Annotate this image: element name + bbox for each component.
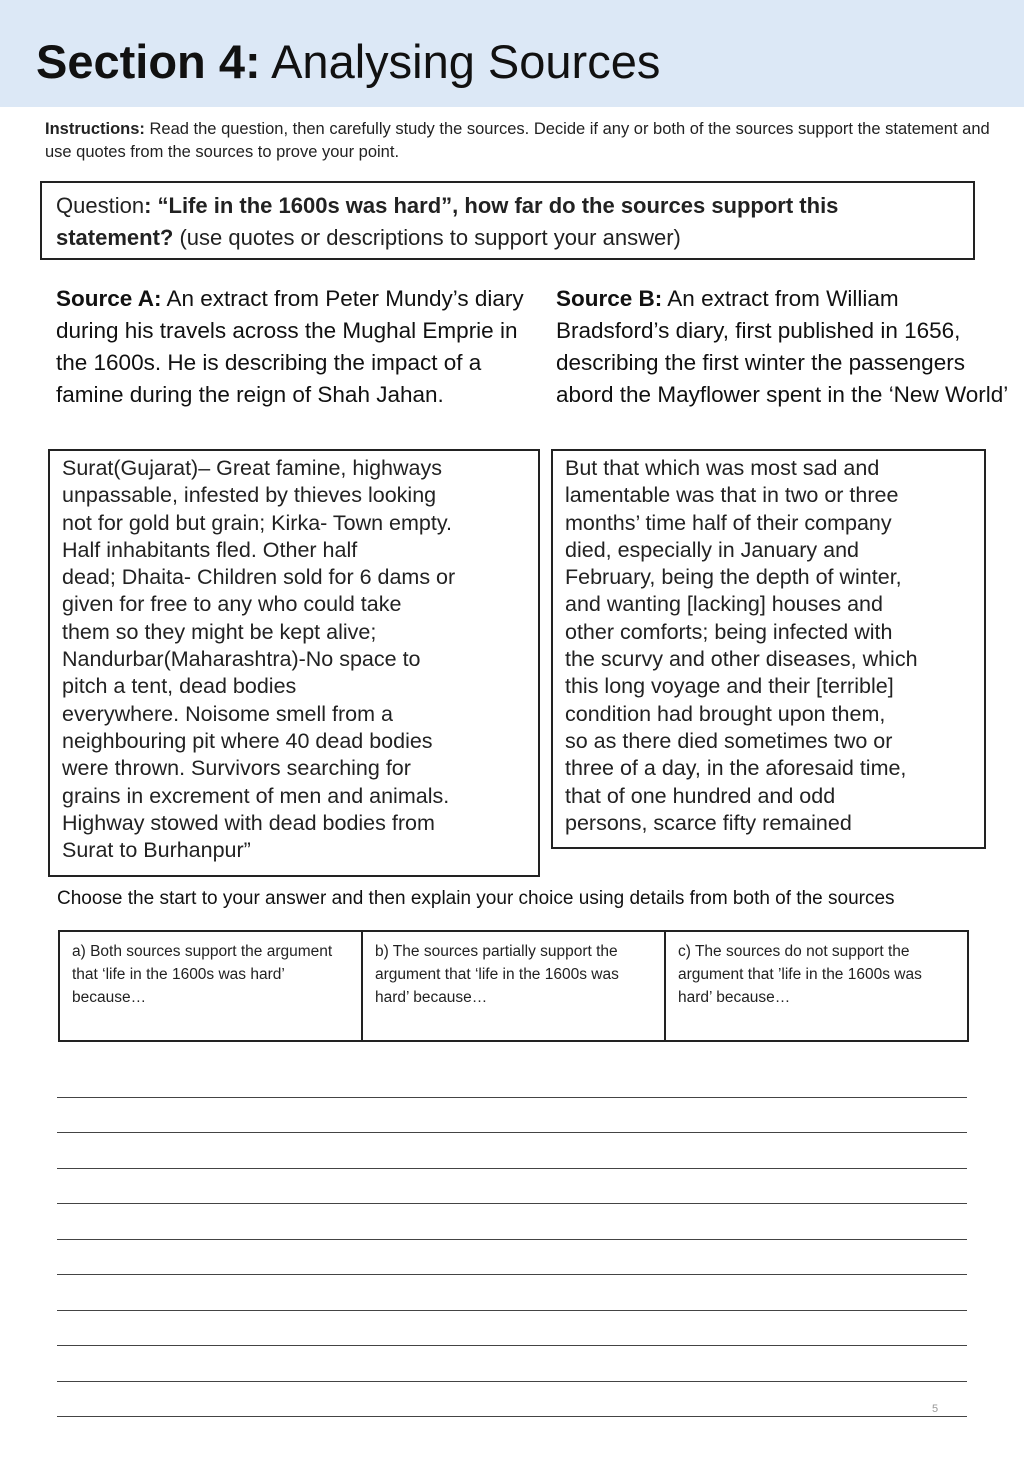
extract-line: Surat to Burhanpur”	[62, 838, 251, 863]
extract-line: persons, scarce fifty remained	[565, 810, 852, 835]
instructions-text: Read the question, then carefully study the sources. Decide if any or both of the sources support the statement and use quotes from the sources to prove your point.	[45, 120, 990, 161]
extract-line: But that which was most sad and	[565, 456, 880, 480]
answer-line[interactable]	[57, 1274, 967, 1275]
answer-line[interactable]	[57, 1310, 967, 1311]
extract-line: three of a day, in the aforesaid time,	[565, 756, 907, 781]
page-number: 5	[932, 1403, 939, 1415]
question-box	[40, 181, 975, 260]
answer-line[interactable]	[57, 1203, 967, 1204]
answer-line[interactable]	[57, 1416, 967, 1417]
extract-line: lamentable was that in two or three	[565, 483, 899, 508]
question-label: Question	[56, 193, 145, 218]
instructions-label: Instructions:	[45, 120, 145, 138]
source-b-label: Source B:	[556, 286, 663, 311]
question-statement: : “Life in the 1600s was hard”, how far do the sources support this statement?	[56, 193, 839, 250]
extract-line: Highway stowed with dead bodies from	[62, 810, 435, 835]
source-b-description: An extract from William Bradsford’s diary, first published in 1656, describing the first winter the passengers abord the Mayflower spent in the ‘New World’	[556, 286, 1009, 407]
extract-line: condition had brought upon them,	[565, 701, 886, 726]
extract-line: pitch a tent, dead bodies	[62, 674, 297, 699]
answer-line[interactable]	[57, 1168, 967, 1169]
extract-line: were thrown. Survivors searching for	[62, 756, 411, 781]
extract-line: the scurvy and other diseases, which	[565, 647, 918, 672]
title-bold: Section 4:	[36, 35, 261, 88]
option-both-support: a) Both sources support the argument that ‘life in the 1600s was hard’ because…	[72, 943, 333, 1006]
extract-line: Nandurbar(Maharashtra)-No space to	[62, 647, 421, 672]
choose-instruction: Choose the start to your answer and then explain your choice using details from both of the sources	[57, 888, 895, 909]
source-b-heading	[556, 283, 1016, 411]
extract-line: and wanting [lacking] houses and	[565, 592, 883, 617]
source-a-label: Source A:	[56, 286, 162, 311]
option-not-support: c) The sources do not support the argument that ’life in the 1600s was hard’ because…	[664, 932, 967, 1040]
option-partially-support: b) The sources partially support the argument that ‘life in the 1600s was hard’ because…	[361, 932, 664, 1040]
extract-line: dead; Dhaita- Children sold for 6 dams or	[62, 565, 456, 590]
extract-line: given for free to any who could take	[62, 592, 402, 617]
question-hint: (use quotes or descriptions to support your answer)	[179, 225, 681, 250]
extract-line: that of one hundred and odd	[565, 783, 836, 808]
extract-line: February, being the depth of winter,	[565, 565, 902, 590]
extract-line: so as there died sometimes two or	[565, 728, 893, 753]
extract-line: unpassable, infested by thieves looking	[62, 483, 437, 508]
extract-line: them so they might be kept alive;	[62, 619, 377, 644]
extract-line: died, especially in January and	[565, 537, 860, 562]
extract-line: grains in excrement of men and animals.	[62, 783, 450, 808]
extract-line: months’ time half of their company	[565, 510, 892, 535]
answer-line[interactable]	[57, 1345, 967, 1346]
source-b-extract	[551, 449, 986, 849]
answer-line[interactable]	[57, 1239, 967, 1240]
title-rest: Analysing Sources	[271, 35, 661, 88]
source-a-heading	[56, 283, 526, 411]
extract-line: other comforts; being infected with	[565, 619, 893, 644]
answer-line[interactable]	[57, 1097, 967, 1098]
source-a-description: An extract from Peter Mundy’s diary during his travels across the Mughal Emprie in the 1600s. He is describing the impact of a famine during the reign of Shah Jahan.	[56, 286, 524, 407]
answer-line[interactable]	[57, 1381, 967, 1382]
answer-line[interactable]	[57, 1132, 967, 1133]
page-title	[36, 32, 660, 92]
extract-line: Half inhabitants fled. Other half	[62, 537, 358, 562]
extract-line: everywhere. Noisome smell from a	[62, 701, 393, 726]
extract-line: this long voyage and their [terrible]	[565, 674, 894, 699]
source-a-extract	[48, 449, 540, 877]
answer-options-table	[58, 930, 969, 1042]
instructions	[45, 118, 995, 164]
extract-line: Surat(Gujarat)– Great famine, highways	[62, 456, 442, 480]
extract-line: neighbouring pit where 40 dead bodies	[62, 728, 433, 753]
extract-line: not for gold but grain; Kirka- Town empty.	[62, 510, 452, 535]
